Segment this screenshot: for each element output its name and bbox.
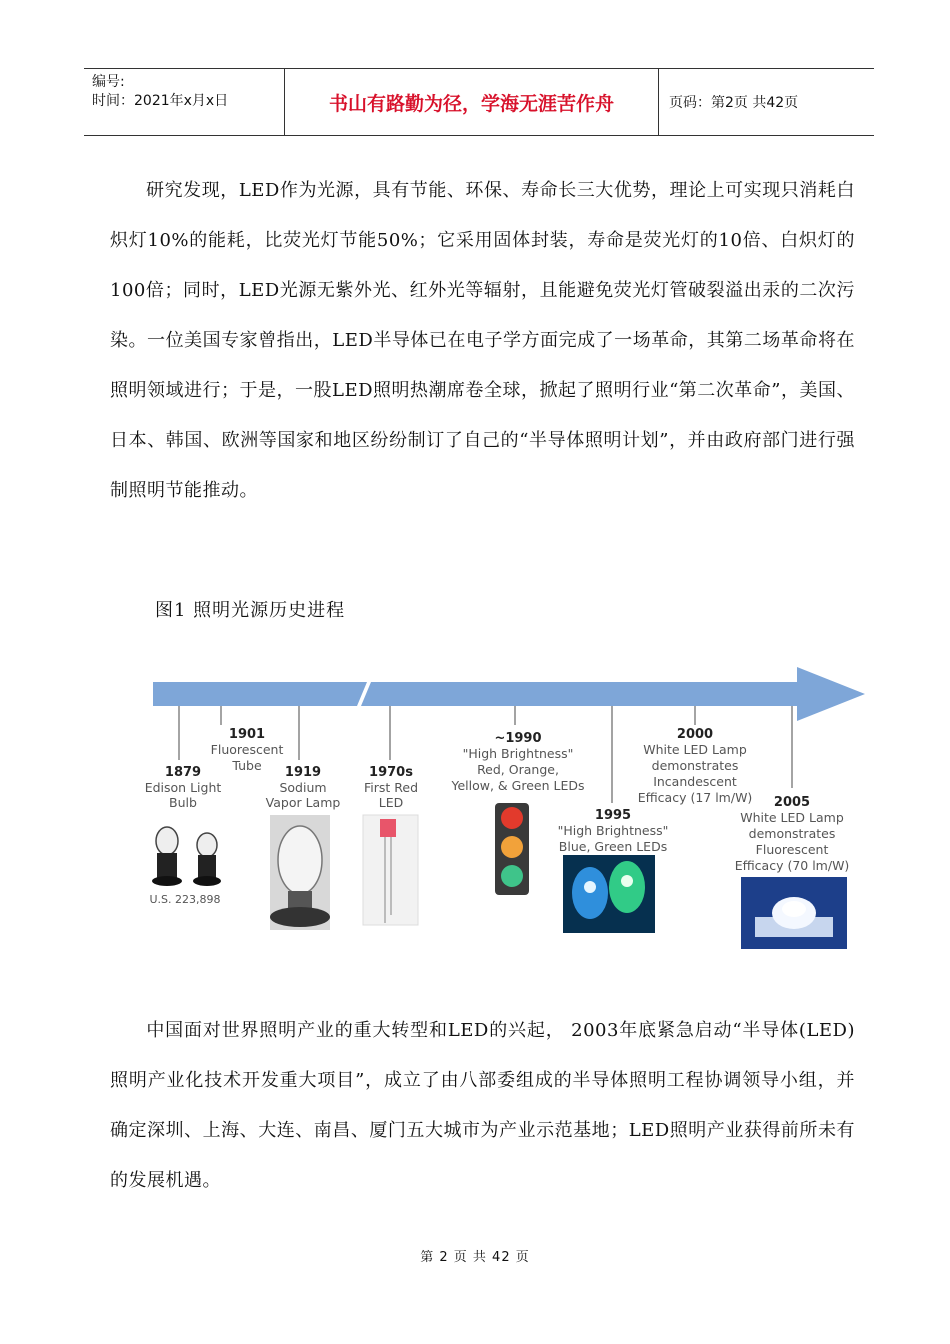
event-2000-line-2: demonstrates bbox=[651, 758, 739, 773]
blue-green-led-image bbox=[563, 855, 655, 933]
timeline-arrow-left bbox=[153, 682, 367, 706]
paragraph-1-text: 研究发现，LED作为光源，具有节能、环保、寿命长三大优势，理论上可实现只消耗白炽灯10%的能耗，比荧光灯节能50%；它采用固体封装，寿命是荧光灯的10倍、白炽灯的100倍；同时，LED光源无紫外光、红外光等辐射，且能避免荧光灯管破裂溢出汞的二次污染。一位美国专家曾指出，LED半导体已在电子学方面完成了一场革命，其第二场革命将在照明领域进行；于是，一股LED照明热潮席卷全球，掀起了照明行业“第二次革命”，美国、日本、韩国、欧洲等国家和地区纷纷制订了自己的“半导体照明计划”，并由政府部门进行强制照明节能推动。 bbox=[110, 180, 855, 501]
event-1990-line-1: "High Brightness" bbox=[462, 746, 574, 761]
event-2005-line-4: Efficacy (70 lm/W) bbox=[734, 858, 850, 873]
event-1919-year: 1919 bbox=[284, 765, 322, 780]
paragraph-2-text: 中国面对世界照明产业的重大转型和LED的兴起， 2003年底紧急启动“半导体(LED)照明产业化技术开发重大项目”，成立了由八部委组成的半导体照明工程协调领导小组，并确定深圳、上海、大连、南昌、厦门五大城市为产业示范基地；LED照明产业获得前所未有的发展机遇。 bbox=[110, 1020, 855, 1191]
event-2005-line-2: demonstrates bbox=[748, 826, 836, 841]
event-1901-line-1: Fluorescent bbox=[210, 742, 284, 757]
white-led-lamp-image bbox=[741, 877, 847, 949]
header-motto: 书山有路勤为径，学海无涯苦作舟 bbox=[285, 69, 659, 135]
figure-caption: 图1 照明光源历史进程 bbox=[155, 600, 346, 621]
paragraph-1 bbox=[110, 166, 855, 516]
event-1995-line-1: "High Brightness" bbox=[557, 823, 669, 838]
timeline-arrow-right bbox=[361, 667, 865, 721]
page-header bbox=[84, 68, 874, 136]
event-1990-year: ~1990 bbox=[494, 731, 542, 746]
document-number-label: 编号: bbox=[92, 74, 125, 90]
paragraph-2 bbox=[110, 1006, 855, 1206]
event-1990-line-3: Yellow, & Green LEDs bbox=[451, 778, 585, 793]
event-1919-line-1: Sodium bbox=[279, 780, 327, 795]
event-1879-line-1: Edison Light bbox=[144, 780, 222, 795]
timeline-figure bbox=[135, 655, 875, 955]
sodium-lamp-image bbox=[270, 815, 330, 930]
event-1901-year: 1901 bbox=[228, 727, 266, 742]
header-page-label: 页码：第2页 共42页 bbox=[669, 95, 799, 111]
header-meta bbox=[84, 69, 285, 135]
event-2000-year: 2000 bbox=[676, 727, 714, 742]
event-2005-line-1: White LED Lamp bbox=[740, 810, 844, 825]
event-1970s-line-2: LED bbox=[378, 795, 404, 810]
timeline-svg bbox=[135, 655, 875, 955]
document-time-label: 时间：2021年x月x日 bbox=[92, 93, 229, 109]
event-1879-note: U.S. 223,898 bbox=[149, 893, 221, 906]
event-1995-line-2: Blue, Green LEDs bbox=[558, 839, 668, 854]
event-1970s-line-1: First Red bbox=[363, 780, 419, 795]
event-1879-year: 1879 bbox=[164, 765, 202, 780]
event-2005-year: 2005 bbox=[773, 795, 811, 810]
event-1995-year: 1995 bbox=[594, 808, 632, 823]
traffic-light-image bbox=[495, 803, 529, 895]
event-2005-line-3: Fluorescent bbox=[755, 842, 829, 857]
red-led-image bbox=[363, 815, 418, 925]
event-2000-line-4: Efficacy (17 lm/W) bbox=[637, 790, 753, 805]
event-1970s-year: 1970s bbox=[369, 765, 413, 780]
event-1879-line-2: Bulb bbox=[169, 795, 197, 810]
page-footer: 第 2 页 共 42 页 bbox=[420, 1250, 530, 1265]
event-1990-line-2: Red, Orange, bbox=[477, 762, 559, 777]
event-1919-line-2: Vapor Lamp bbox=[265, 795, 341, 810]
event-1901-line-2: Tube bbox=[232, 758, 262, 773]
edison-bulb-image bbox=[152, 827, 221, 886]
event-2000-line-1: White LED Lamp bbox=[643, 742, 747, 757]
event-2000-line-3: Incandescent bbox=[653, 774, 737, 789]
